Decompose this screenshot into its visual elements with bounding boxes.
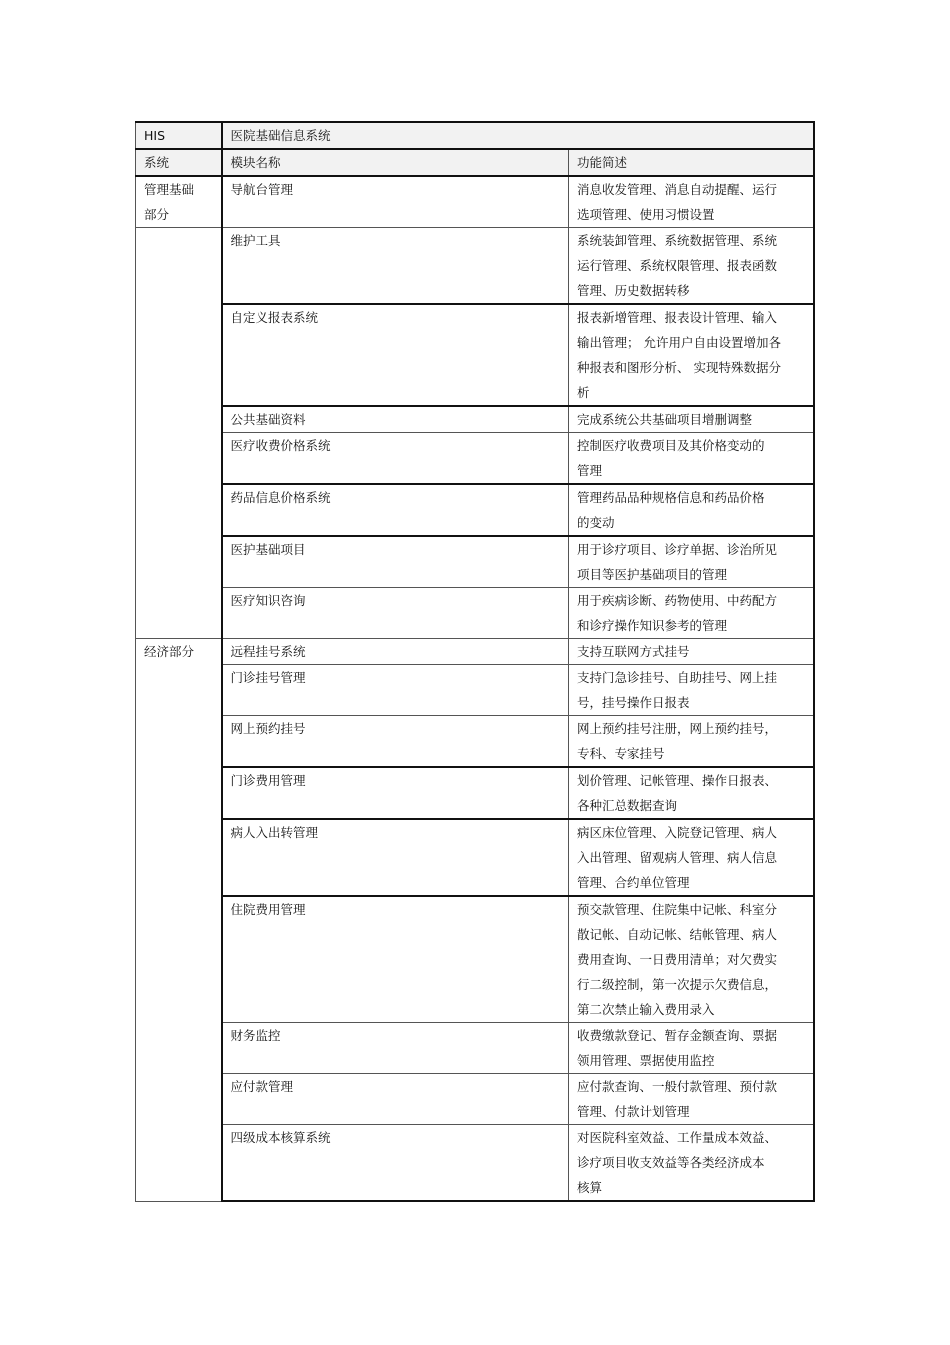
function-cell (569, 716, 814, 768)
function-cell-line: 对医院科室效益、工作量成本效益、 (577, 1130, 778, 1145)
function-cell (569, 1125, 814, 1202)
function-cell-line: 网上预约挂号注册，网上预约挂号， (577, 721, 778, 736)
system-cell-line: 经济部分 (144, 644, 195, 659)
function-cell (569, 304, 814, 406)
table-title-row (136, 122, 814, 149)
function-cell (569, 406, 814, 433)
function-cell-line: 管理、历史数据转移 (577, 283, 690, 298)
function-cell (569, 484, 814, 536)
title-right-cell: 医院基础信息系统 (222, 122, 814, 149)
function-cell (569, 228, 814, 305)
table-row (136, 304, 814, 406)
function-cell (569, 1023, 814, 1074)
column-header-module: 模块名称 (222, 149, 569, 176)
module-cell: 病人入出转管理 (222, 819, 569, 896)
table-row (136, 819, 814, 896)
function-cell-line: 系统装卸管理、系统数据管理、系统 (577, 233, 778, 248)
module-cell: 门诊挂号管理 (222, 665, 569, 716)
table-row (136, 1023, 814, 1074)
function-cell-line: 完成系统公共基础项目增删调整 (577, 412, 753, 427)
function-cell (569, 588, 814, 639)
function-cell-line: 用于疾病诊断、药物使用、中药配方 (577, 593, 778, 608)
system-cell-line: 管理基础 (144, 182, 195, 197)
function-cell-line: 种报表和图形分析、 实现特殊数据分 (577, 360, 781, 375)
function-cell-line: 和诊疗操作知识参考的管理 (577, 618, 728, 633)
table-row (136, 767, 814, 819)
system-cell (136, 176, 222, 228)
function-cell-line: 支持门急诊挂号、自助挂号、网上挂 (577, 670, 778, 685)
function-cell-line: 诊疗项目收支效益等各类经济成本 (577, 1155, 765, 1170)
table-row (136, 228, 814, 305)
function-cell-line: 选项管理、使用习惯设置 (577, 207, 715, 222)
module-cell: 自定义报表系统 (222, 304, 569, 406)
column-header-system: 系统 (136, 149, 222, 176)
his-module-table (135, 121, 815, 1202)
system-cell-line: 部分 (144, 207, 170, 222)
function-cell-line: 各种汇总数据查询 (577, 798, 678, 813)
table-row (136, 176, 814, 228)
table-row (136, 1074, 814, 1125)
module-cell: 住院费用管理 (222, 896, 569, 1023)
function-cell-line: 报表新增管理、报表设计管理、输入 (577, 310, 778, 325)
function-cell-line: 析 (577, 385, 590, 400)
function-cell-line: 的变动 (577, 515, 615, 530)
module-cell: 药品信息价格系统 (222, 484, 569, 536)
table-row (136, 406, 814, 433)
function-cell (569, 767, 814, 819)
module-cell: 网上预约挂号 (222, 716, 569, 768)
system-cell (136, 228, 222, 639)
system-cell (136, 639, 222, 1202)
module-cell: 门诊费用管理 (222, 767, 569, 819)
function-cell-line: 预交款管理、住院集中记帐、科室分 (577, 902, 778, 917)
function-cell-line: 运行管理、系统权限管理、报表函数 (577, 258, 778, 273)
function-cell-line: 核算 (577, 1180, 603, 1195)
function-cell-line: 项目等医护基础项目的管理 (577, 567, 728, 582)
module-cell: 四级成本核算系统 (222, 1125, 569, 1202)
module-cell: 医疗收费价格系统 (222, 433, 569, 485)
table-row (136, 716, 814, 768)
table-row (136, 896, 814, 1023)
function-cell-line: 散记帐、自动记帐、结帐管理、病人 (577, 927, 778, 942)
function-cell (569, 536, 814, 588)
function-cell-line: 输出管理； 允许用户自由设置增加各 (577, 335, 781, 350)
function-cell-line: 领用管理、票据使用监控 (577, 1053, 715, 1068)
function-cell-line: 入出管理、留观病人管理、病人信息 (577, 850, 778, 865)
function-cell (569, 176, 814, 228)
function-cell-line: 用于诊疗项目、诊疗单据、诊治所见 (577, 542, 778, 557)
module-cell: 医护基础项目 (222, 536, 569, 588)
function-cell-line: 病区床位管理、入院登记管理、病人 (577, 825, 778, 840)
table-row (136, 1125, 814, 1202)
table-body (136, 122, 814, 1201)
function-cell-line: 费用查询、一日费用清单；对欠费实 (577, 952, 778, 967)
function-cell-line: 消息收发管理、消息自动提醒、运行 (577, 182, 778, 197)
function-cell-line: 专科、专家挂号 (577, 746, 665, 761)
function-cell-line: 划价管理、记帐管理、操作日报表、 (577, 773, 778, 788)
function-cell-line: 号，挂号操作日报表 (577, 695, 690, 710)
function-cell-line: 管理、合约单位管理 (577, 875, 690, 890)
function-cell (569, 819, 814, 896)
function-cell-line: 管理、付款计划管理 (577, 1104, 690, 1119)
module-cell: 医疗知识咨询 (222, 588, 569, 639)
module-cell: 维护工具 (222, 228, 569, 305)
module-cell: 应付款管理 (222, 1074, 569, 1125)
table-row (136, 588, 814, 639)
function-cell (569, 896, 814, 1023)
function-cell-line: 应付款查询、一般付款管理、预付款 (577, 1079, 778, 1094)
module-cell: 公共基础资料 (222, 406, 569, 433)
table-row (136, 484, 814, 536)
table-row (136, 665, 814, 716)
function-cell (569, 665, 814, 716)
function-cell-line: 控制医疗收费项目及其价格变动的 (577, 438, 765, 453)
function-cell-line: 管理 (577, 463, 603, 478)
table-row (136, 536, 814, 588)
function-cell-line: 管理药品品种规格信息和药品价格 (577, 490, 765, 505)
function-cell (569, 433, 814, 485)
function-cell (569, 1074, 814, 1125)
function-cell-line: 第二次禁止输入费用录入 (577, 1002, 715, 1017)
title-left-cell: HIS (136, 122, 222, 149)
column-header-row (136, 149, 814, 176)
module-cell: 导航台管理 (222, 176, 569, 228)
column-header-function: 功能简述 (569, 149, 814, 176)
function-cell (569, 639, 814, 665)
module-cell: 远程挂号系统 (222, 639, 569, 665)
module-cell: 财务监控 (222, 1023, 569, 1074)
table-row (136, 433, 814, 485)
function-cell-line: 行二级控制，第一次提示欠费信息， (577, 977, 778, 992)
function-cell-line: 支持互联网方式挂号 (577, 644, 690, 659)
table-row (136, 639, 814, 665)
function-cell-line: 收费缴款登记、暂存金额查询、票据 (577, 1028, 778, 1043)
